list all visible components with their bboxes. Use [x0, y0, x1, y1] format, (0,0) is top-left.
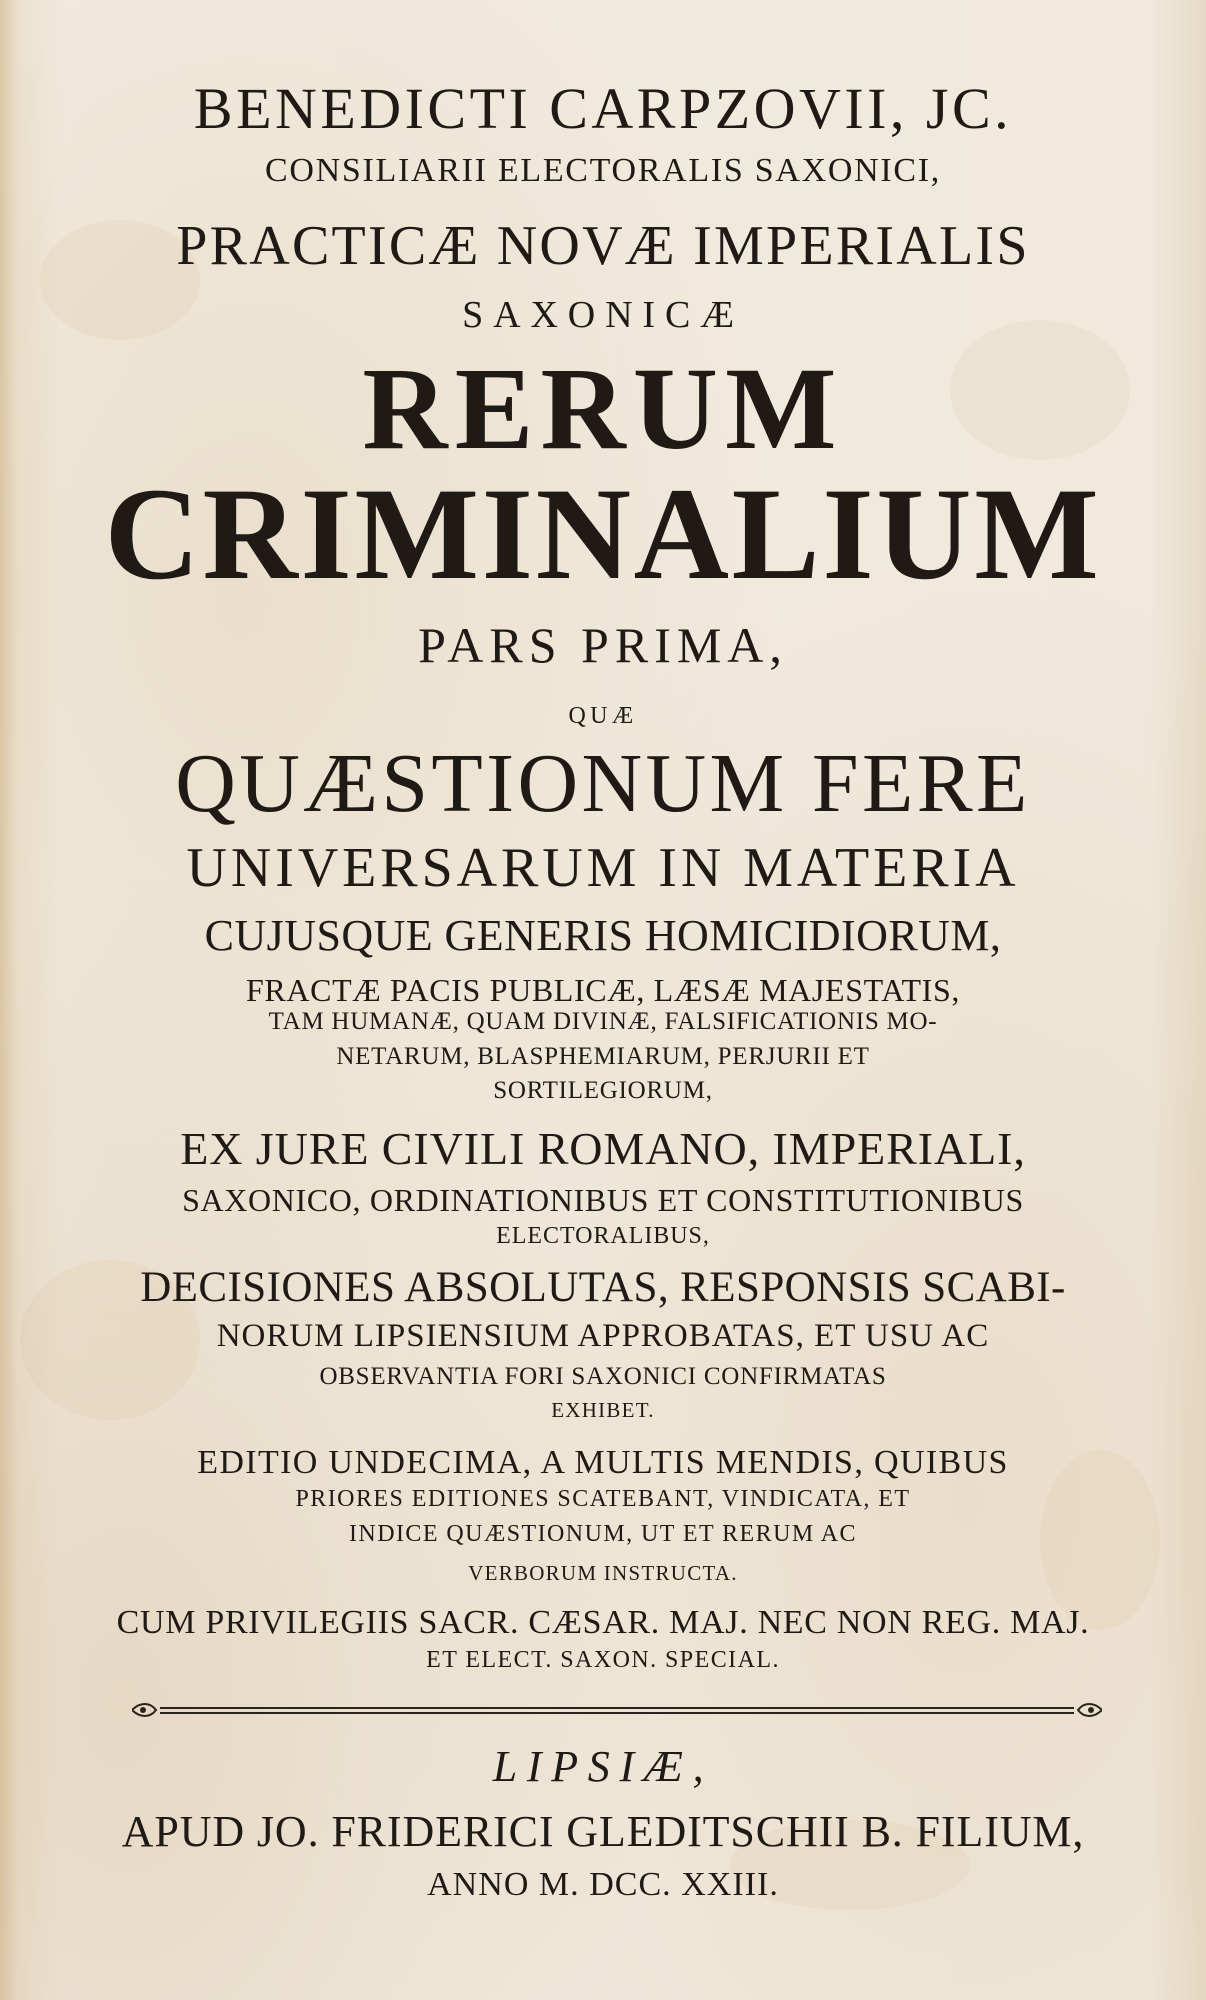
description-line: FRACTÆ PACIS PUBLICÆ, LÆSÆ MAJESTATIS,	[245, 972, 961, 1008]
decision-line: DECISIONES ABSOLUTAS, RESPONSIS SCABI-	[140, 1264, 1066, 1311]
place-line: LIPSIÆ,	[492, 1742, 714, 1791]
author-name: BENEDICTI CARPZOVII, JC.	[193, 76, 1013, 141]
description-line: TAM HUMANÆ, QUAM DIVINÆ, FALSIFICATIONIS MO-	[268, 1008, 938, 1035]
description-line: NETARUM, BLASPHEMIARUM, PERJURII ET	[336, 1043, 870, 1070]
main-title-line: CRIMINALIUM	[104, 460, 1102, 607]
publisher-line: APUD JO. FRIDERICI GLEDITSCHII B. FILIUM,	[121, 1807, 1085, 1856]
work-title-line: SAXONICÆ	[462, 294, 744, 336]
source-line: SAXONICO, ORDINATIONIBUS ET CONSTITUTIONIBUS	[182, 1182, 1024, 1218]
source-line: ELECTORALIBUS,	[496, 1223, 710, 1249]
decision-line: OBSERVANTIA FORI SAXONICI CONFIRMATAS	[319, 1363, 887, 1390]
edition-line: INDICE QUÆSTIONUM, UT ET RERUM AC	[349, 1521, 857, 1547]
main-title-line: RERUM	[362, 343, 844, 474]
ornamental-rule-icon	[132, 1700, 1102, 1720]
description-line: UNIVERSARUM IN MATERIA	[186, 837, 1020, 899]
year-line: ANNO M. DCC. XXIII.	[427, 1866, 779, 1903]
description-line: SORTILEGIORUM,	[493, 1077, 713, 1104]
connector-line: QUÆ	[568, 703, 638, 729]
privilege-line: ET ELECT. SAXON. SPECIAL.	[426, 1647, 780, 1673]
part-line: PARS PRIMA,	[418, 617, 788, 673]
description-line: QUÆSTIONUM FERE	[175, 737, 1031, 830]
edition-line: EDITIO UNDECIMA, A MULTIS MENDIS, QUIBUS	[197, 1444, 1009, 1481]
decision-line: EXHIBET.	[551, 1398, 655, 1422]
edition-line: PRIORES EDITIONES SCATEBANT, VINDICATA, ET	[295, 1486, 911, 1512]
privilege-line: CUM PRIVILEGIIS SACR. CÆSAR. MAJ. NEC NON REG. MAJ.	[116, 1604, 1090, 1641]
decision-line: NORUM LIPSIENSIUM APPROBATAS, ET USU AC	[216, 1318, 990, 1354]
edition-line: VERBORUM INSTRUCTA.	[468, 1561, 738, 1585]
work-title-line: PRACTICÆ NOVÆ IMPERIALIS	[176, 215, 1030, 277]
description-line: CUJUSQUE GENERIS HOMICIDIORUM,	[204, 911, 1002, 960]
author-title: CONSILIARII ELECTORALIS SAXONICI,	[265, 152, 941, 189]
source-line: EX JURE CIVILI ROMANO, IMPERIALI,	[180, 1123, 1026, 1174]
